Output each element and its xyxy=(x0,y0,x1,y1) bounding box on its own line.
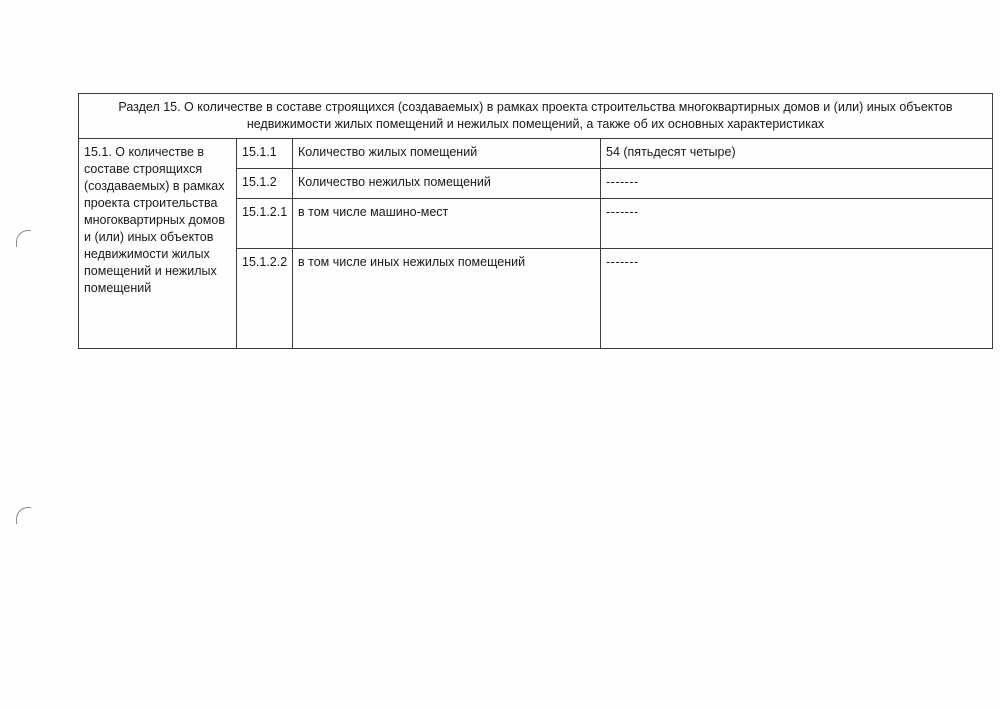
section-title: Раздел 15. О количестве в составе строящихся (создаваемых) в рамках проекта строительства многоквартирных домов и (или) иных объектов недвижимости жилых помещений и нежилых помещений, а также об их основных характеристиках xyxy=(79,94,993,139)
row-value: ------- xyxy=(601,169,993,199)
row-number: 15.1.1 xyxy=(237,139,293,169)
row-value: ------- xyxy=(601,199,993,249)
subsection-label: 15.1. О количестве в составе строящихся (создаваемых) в рамках проекта строительства многоквартирных домов и (или) иных объектов недвижимости жилых помещений и нежилых помещений xyxy=(79,139,237,349)
row-name: в том числе иных нежилых помещений xyxy=(293,249,601,349)
row-number: 15.1.2.1 xyxy=(237,199,293,249)
row-name: Количество жилых помещений xyxy=(293,139,601,169)
table-row xyxy=(79,139,993,169)
row-value: 54 (пятьдесят четыре) xyxy=(601,139,993,169)
row-value: ------- xyxy=(601,249,993,349)
row-name: в том числе машино-мест xyxy=(293,199,601,249)
section-table xyxy=(78,93,993,349)
punch-hole-mark xyxy=(16,507,31,524)
row-number: 15.1.2.2 xyxy=(237,249,293,349)
punch-hole-mark xyxy=(16,230,31,247)
row-name: Количество нежилых помещений xyxy=(293,169,601,199)
row-number: 15.1.2 xyxy=(237,169,293,199)
section-header-row xyxy=(79,94,993,139)
